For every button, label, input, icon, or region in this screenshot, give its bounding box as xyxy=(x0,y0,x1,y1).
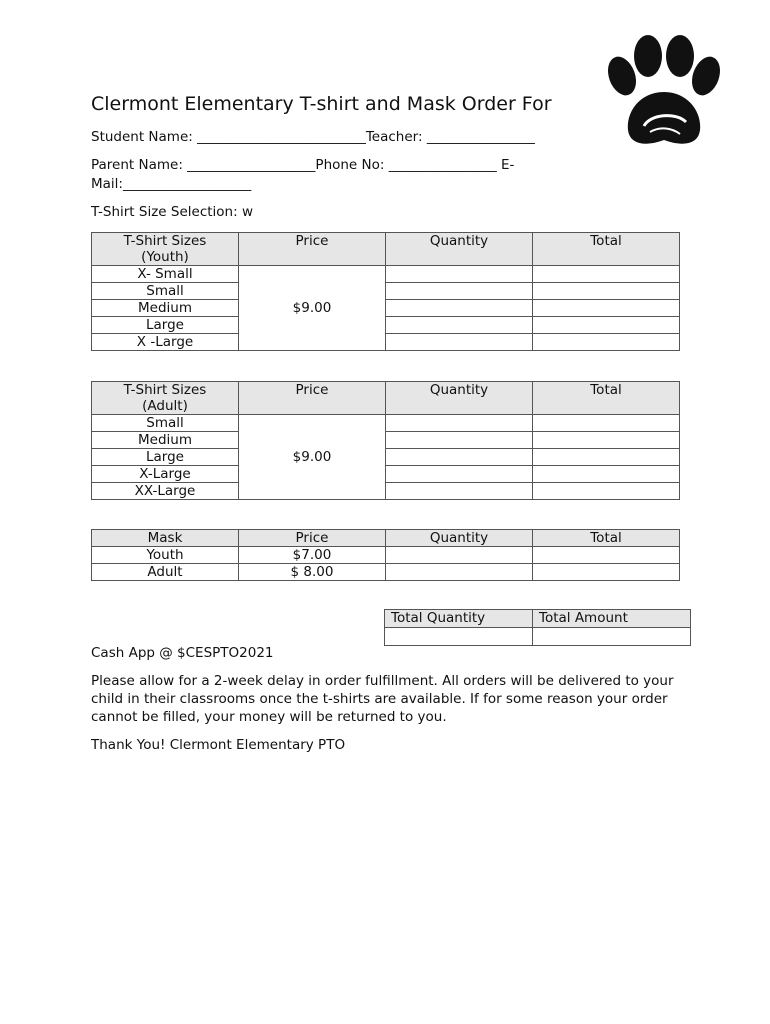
mask-item-label: Youth xyxy=(92,547,239,564)
student-teacher-line: Student Name: _________________________Teacher: ________________ xyxy=(91,129,535,145)
quantity-header: Quantity xyxy=(386,382,533,415)
total-amount-header: Total Amount xyxy=(533,610,691,628)
size-label: X -Large xyxy=(92,334,239,351)
total-header: Total xyxy=(533,233,680,266)
size-label: Medium xyxy=(92,300,239,317)
quantity-cell[interactable] xyxy=(386,432,533,449)
email-line: Mail:___________________ xyxy=(91,176,252,192)
youth-size-table xyxy=(91,232,680,351)
total-amount-cell[interactable] xyxy=(533,628,691,646)
size-label: X- Small xyxy=(92,266,239,283)
quantity-cell[interactable] xyxy=(386,283,533,300)
mask-item-label: Adult xyxy=(92,564,239,581)
quantity-header: Quantity xyxy=(386,530,533,547)
total-cell[interactable] xyxy=(533,564,680,581)
size-label: XX-Large xyxy=(92,483,239,500)
mask-table xyxy=(91,529,680,581)
thank-you-text: Thank You! Clermont Elementary PTO xyxy=(91,737,346,753)
youth-price: $9.00 xyxy=(239,266,386,351)
quantity-cell[interactable] xyxy=(386,449,533,466)
adult-price: $9.00 xyxy=(239,415,386,500)
price-header: Price xyxy=(239,382,386,415)
totals-table xyxy=(384,609,691,646)
youth-size-header: T-Shirt Sizes (Youth) xyxy=(92,233,239,266)
total-cell[interactable] xyxy=(533,466,680,483)
total-cell[interactable] xyxy=(533,415,680,432)
total-cell[interactable] xyxy=(533,300,680,317)
page-title: Clermont Elementary T-shirt and Mask Order For xyxy=(91,93,552,115)
price-header: Price xyxy=(239,530,386,547)
total-quantity-header: Total Quantity xyxy=(385,610,533,628)
total-cell[interactable] xyxy=(533,317,680,334)
total-header: Total xyxy=(533,530,680,547)
size-label: X-Large xyxy=(92,466,239,483)
size-label: Medium xyxy=(92,432,239,449)
adult-size-header: T-Shirt Sizes (Adult) xyxy=(92,382,239,415)
size-label: Small xyxy=(92,283,239,300)
notice-paragraph: Please allow for a 2-week delay in order fulfillment. All orders will be delivered to your child in their classrooms once the t-shirts are available. If for some reason your order cannot be filled, your money will be returned to you. xyxy=(91,673,674,725)
total-quantity-cell[interactable] xyxy=(385,628,533,646)
mask-price: $ 8.00 xyxy=(239,564,386,581)
total-header: Total xyxy=(533,382,680,415)
size-selection-label: T-Shirt Size Selection: w xyxy=(91,204,253,220)
total-cell[interactable] xyxy=(533,334,680,351)
total-cell[interactable] xyxy=(533,483,680,500)
size-label: Small xyxy=(92,415,239,432)
quantity-cell[interactable] xyxy=(386,415,533,432)
quantity-cell[interactable] xyxy=(386,466,533,483)
quantity-cell[interactable] xyxy=(386,564,533,581)
total-cell[interactable] xyxy=(533,266,680,283)
quantity-header: Quantity xyxy=(386,233,533,266)
mask-header: Mask xyxy=(92,530,239,547)
parent-phone-line: Parent Name: ___________________Phone No: ________________ E- xyxy=(91,157,515,173)
total-cell[interactable] xyxy=(533,449,680,466)
total-cell[interactable] xyxy=(533,432,680,449)
adult-size-table xyxy=(91,381,680,500)
total-cell[interactable] xyxy=(533,547,680,564)
paw-print-logo xyxy=(600,34,728,152)
price-header: Price xyxy=(239,233,386,266)
quantity-cell[interactable] xyxy=(386,547,533,564)
quantity-cell[interactable] xyxy=(386,300,533,317)
mask-price: $7.00 xyxy=(239,547,386,564)
total-cell[interactable] xyxy=(533,283,680,300)
quantity-cell[interactable] xyxy=(386,334,533,351)
size-label: Large xyxy=(92,449,239,466)
cash-app-text: Cash App @ $CESPTO2021 xyxy=(91,645,274,661)
quantity-cell[interactable] xyxy=(386,483,533,500)
size-label: Large xyxy=(92,317,239,334)
quantity-cell[interactable] xyxy=(386,266,533,283)
quantity-cell[interactable] xyxy=(386,317,533,334)
